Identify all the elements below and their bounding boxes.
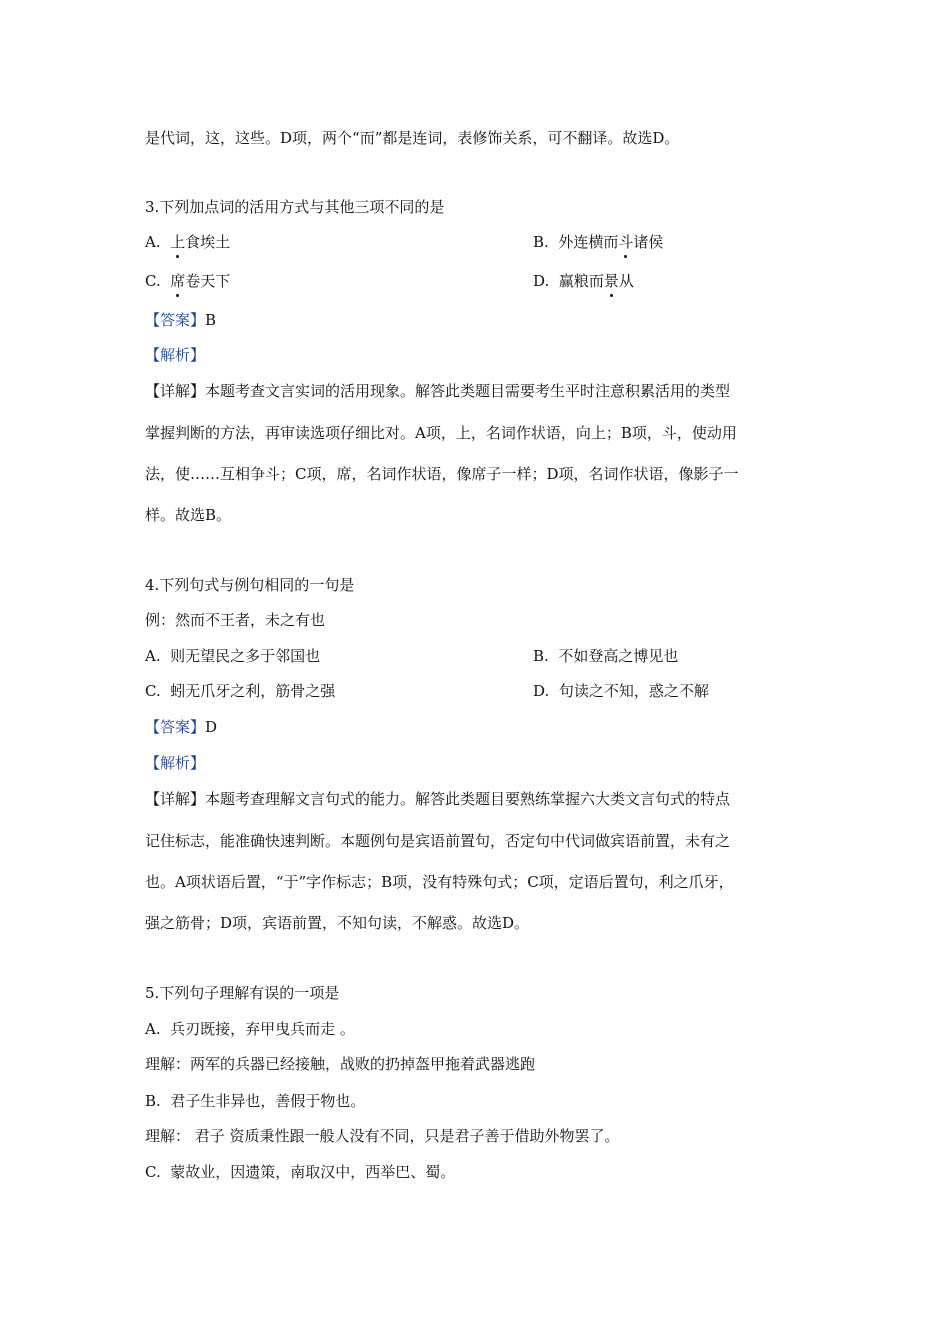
q5-b-explanation: 理解： 君子 资质秉性跟一般人没有不同，只是君子善于借助外物罢了。 <box>145 1127 620 1145</box>
option-text: 蒙故业，因遗策，南取汉中，西举巴、蜀。 <box>170 1163 456 1181</box>
option-text-post: 从 <box>618 272 634 290</box>
q3-detail-line-2: 掌握判断的方法，再审读选项仔细比对。A项，上，名词作状语，向上；B项，斗，使动用 <box>145 424 737 442</box>
q3-option-a <box>145 232 230 252</box>
option-label: D. <box>533 272 550 290</box>
q4-detail-line-2: 记住标志，能准确快速判断。本题例句是宾语前置句，否定句中代词做宾语前置，未有之 <box>145 832 731 850</box>
answer-tag: 【答案】 <box>145 311 206 329</box>
q4-option-d <box>533 681 709 701</box>
q4-detail-line-1: 【详解】本题考查理解文言句式的能力。解答此类题目要熟练掌握六大类文言句式的特点 <box>145 790 731 808</box>
option-label: B. <box>533 233 549 251</box>
q4-option-a <box>145 646 320 666</box>
answer-tag: 【答案】 <box>145 718 206 736</box>
option-text-pre: 赢粮而 <box>558 272 604 290</box>
q4-detail-line-4: 强之筋骨；D项，宾语前置，不知句读，不解惑。故选D。 <box>145 914 530 932</box>
q3-detail-line-4: 样。故选B。 <box>145 506 232 524</box>
option-label: D. <box>533 682 550 700</box>
dotted-word: 席 <box>170 272 186 290</box>
option-label: C. <box>145 682 161 700</box>
option-label: B. <box>145 1092 161 1110</box>
answer-value: D <box>205 718 218 736</box>
q4-example: 例：然而不王者，未之有也 <box>145 611 326 629</box>
q5-a-explanation: 理解：两军的兵器已经接触，战败的扔掉盔甲拖着武器逃跑 <box>145 1055 536 1073</box>
option-text-post: 诸侯 <box>633 233 664 251</box>
q5-option-b <box>145 1091 365 1111</box>
option-label: B. <box>533 647 549 665</box>
q5-option-a <box>145 1019 355 1039</box>
q4-detail-line-3: 也。A项状语后置，“于”字作标志；B项，没有特殊句式；C项，定语后置句，利之爪牙， <box>145 873 734 891</box>
option-label: C. <box>145 1163 161 1181</box>
q4-option-c <box>145 681 335 701</box>
option-text: 则无望民之多于邻国也 <box>170 647 321 665</box>
option-text-post: 卷天下 <box>185 272 231 290</box>
dotted-word: 上 <box>170 233 186 251</box>
option-text: 兵刃既接，弃甲曳兵而走 。 <box>170 1020 355 1038</box>
q5-option-c <box>145 1162 455 1182</box>
option-text: 君子生非异也，善假于物也。 <box>170 1092 366 1110</box>
option-label: C. <box>145 272 161 290</box>
q5-stem: 5.下列句子理解有误的一项是 <box>145 984 340 1002</box>
q3-answer <box>145 310 216 330</box>
q3-option-c <box>145 271 230 291</box>
q4-option-b <box>533 646 678 666</box>
q4-answer <box>145 717 217 737</box>
q3-detail-line-1: 【详解】本题考查文言实词的活用现象。解答此类题目需要考生平时注意积累活用的类型 <box>145 382 731 400</box>
q3-analysis-tag: 【解析】 <box>145 346 206 364</box>
option-label: A. <box>145 647 161 665</box>
q3-option-b <box>533 232 663 252</box>
q3-detail-line-3: 法，使……互相争斗；C项，席，名词作状语，像席子一样；D项，名词作状语，像影子一 <box>145 465 739 483</box>
dotted-word: 景 <box>603 272 619 290</box>
q4-stem: 4.下列句式与例句相同的一句是 <box>145 576 355 594</box>
option-text: 不如登高之博见也 <box>558 647 679 665</box>
q3-option-d <box>533 271 634 291</box>
option-text: 蚓无爪牙之利，筋骨之强 <box>170 682 336 700</box>
intro-line: 是代词，这，这些。D项，两个“而”都是连词，表修饰关系，可不翻译。故选D。 <box>145 129 680 147</box>
option-label: A. <box>145 233 161 251</box>
option-label: A. <box>145 1020 161 1038</box>
dotted-word: 斗 <box>618 233 634 251</box>
q3-stem: 3.下列加点词的活用方式与其他三项不同的是 <box>145 198 445 216</box>
answer-value: B <box>205 311 217 329</box>
q4-analysis-tag: 【解析】 <box>145 754 206 772</box>
option-text-post: 食埃土 <box>185 233 231 251</box>
option-text: 句读之不知，惑之不解 <box>558 682 709 700</box>
option-text-pre: 外连横而 <box>558 233 619 251</box>
